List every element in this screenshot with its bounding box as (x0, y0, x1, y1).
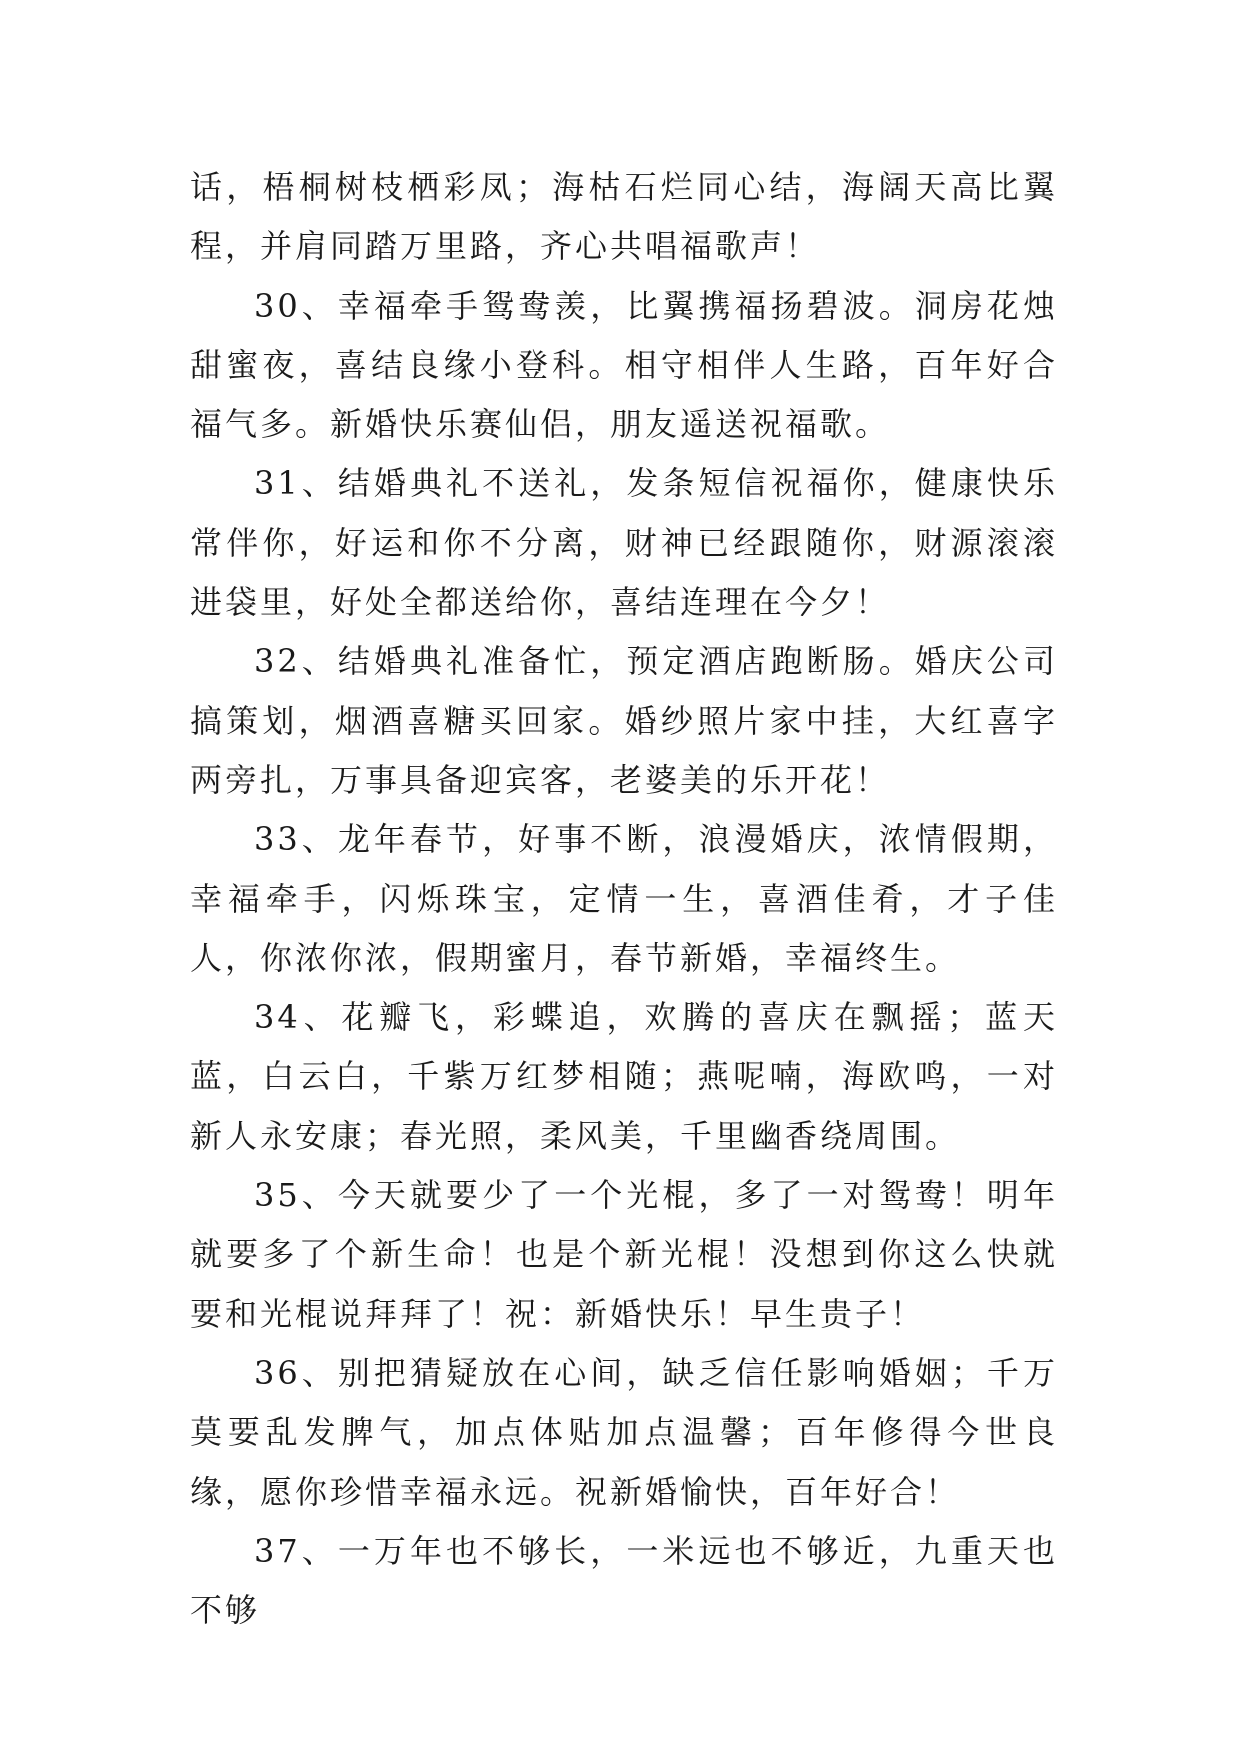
paragraph-continuation: 话，梧桐树枝栖彩凤；海枯石烂同心结，海阔天高比翼程，并肩同踏万里路，齐心共唱福歌声！ (190, 168, 1058, 266)
paragraph-33: 33、龙年春节，好事不断，浪漫婚庆，浓情假期，幸福牵手，闪烁珠宝，定情一生，喜酒佳肴，才子佳人，你浓你浓，假期蜜月，春节新婚，幸福终生。 (190, 820, 1058, 977)
paragraph-34: 34、花瓣飞，彩蝶追，欢腾的喜庆在飘摇；蓝天蓝，白云白，千紫万红梦相随；燕呢喃，海欧鸣，一对新人永安康；春光照，柔风美，千里幽香绕周围。 (190, 998, 1058, 1155)
paragraph-36: 36、别把猜疑放在心间，缺乏信任影响婚姻；千万莫要乱发脾气，加点体贴加点温馨；百年修得今世良缘，愿你珍惜幸福永远。祝新婚愉快，百年好合！ (190, 1353, 1058, 1511)
paragraph-37: 37、一万年也不够长，一米远也不够近，九重天也不够 (190, 1531, 1058, 1630)
paragraph-35: 35、今天就要少了一个光棍，多了一对鸳鸯！明年就要多了个新生命！也是个新光棍！没想到你这么快就要和光棍说拜拜了！祝：新婚快乐！早生贵子！ (190, 1176, 1058, 1333)
paragraph-32: 32、结婚典礼准备忙，预定酒店跑断肠。婚庆公司搞策划，烟酒喜糖买回家。婚纱照片家中挂，大红喜字两旁扎，万事具备迎宾客，老婆美的乐开花！ (190, 642, 1058, 799)
document-body (190, 158, 1058, 1640)
paragraph-31: 31、结婚典礼不送礼，发条短信祝福你，健康快乐常伴你，好运和你不分离，财神已经跟随你，财源滚滚进袋里，好处全都送给你，喜结连理在今夕！ (190, 464, 1058, 622)
paragraph-30: 30、幸福牵手鸳鸯羡，比翼携福扬碧波。洞房花烛甜蜜夜，喜结良缘小登科。相守相伴人生路，百年好合福气多。新婚快乐赛仙侣，朋友遥送祝福歌。 (190, 286, 1058, 444)
